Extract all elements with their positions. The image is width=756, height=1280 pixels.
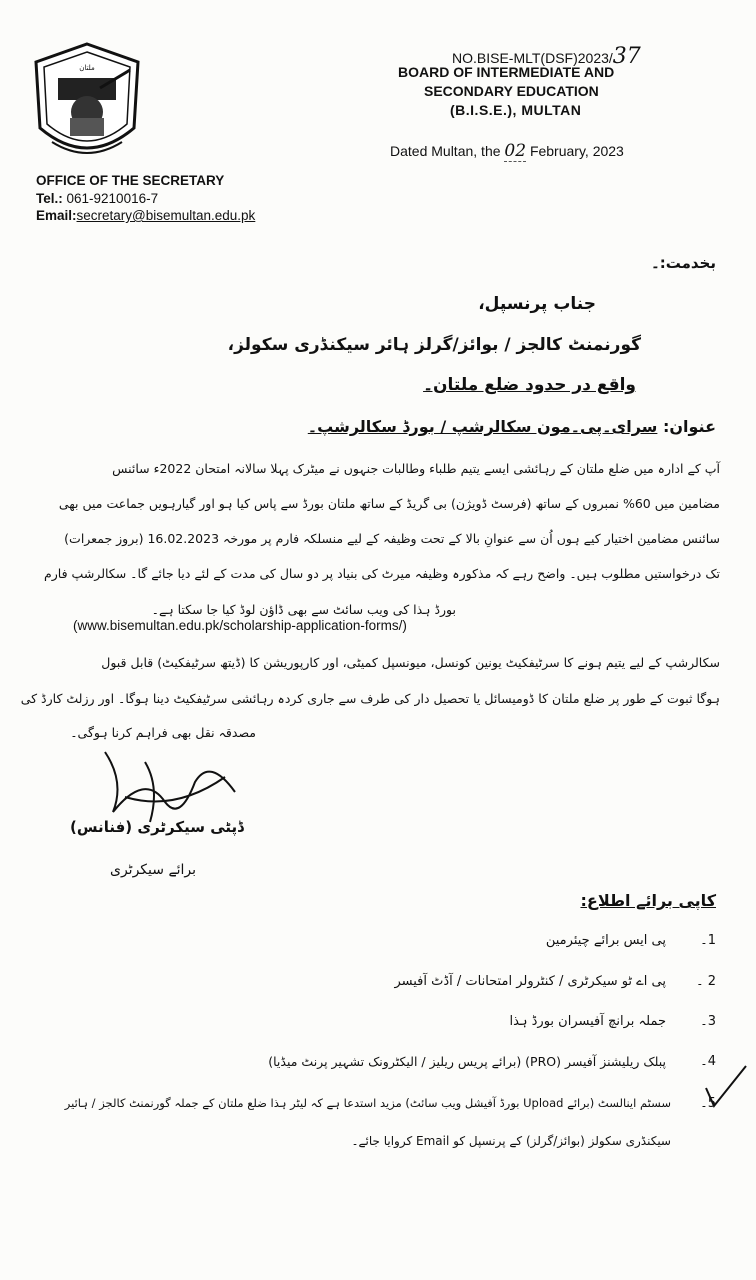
- copy-item-text: پی ایس برائے چیئرمین: [545, 933, 666, 948]
- address-line3: واقع در حدود ضلع ملتان۔: [423, 375, 636, 395]
- office-title: OFFICE OF THE SECRETARY: [36, 173, 225, 188]
- copy-item-number: 2 ۔: [695, 974, 716, 989]
- copy-item-text: سسٹم اینالسٹ (برائے Upload بورڈ آفیشل ویب سائٹ) مزید استدعا ہے کہ لیٹر ہذا ضلع ملتان کے جملہ گورنمنٹ کالجز / ہائیر: [64, 1096, 671, 1110]
- body-line: سائنس مضامین اختیار کیے ہوں اُن سے عنوانِ بالا کے تحت وظیفہ کے لیے منسلکہ فارم پر مورخہ 16.02.2023 (بروز جمعرات): [64, 531, 720, 546]
- scholarship-forms-url[interactable]: (www.bisemultan.edu.pk/scholarship-application-forms/): [73, 618, 407, 633]
- copy-item-text: پی اے ٹو سیکرٹری / کنٹرولر امتحانات / آڈٹ آفیسر: [394, 974, 666, 989]
- svg-text:ملتان: ملتان: [79, 64, 95, 72]
- board-logo-emblem: [30, 40, 145, 170]
- letter-date: Dated Multan, the 02 February, 2023: [390, 141, 624, 161]
- address-line2: گورنمنٹ کالجز / بوائز/گرلز ہائر سیکنڈری سکولز،: [227, 335, 641, 355]
- address-line1: جناب پرنسپل،: [478, 294, 596, 314]
- copy-heading: کاپی برائے اطلاع:: [580, 891, 716, 910]
- reference-number: NO.BISE-MLT(DSF)2023/37: [452, 44, 641, 69]
- copy-item-number: 1۔: [700, 933, 716, 948]
- body-line: مصدقہ نقل بھی فراہم کرنا ہوگی۔: [70, 725, 256, 740]
- body-line: بورڈ ہذا کی ویب سائٹ سے بھی ڈاؤن لوڈ کیا جا سکتا ہے۔: [151, 602, 456, 617]
- copy-item-text: سیکنڈری سکولز (بوائز/گرلز) کے پرنسپل کو Email کروایا جائے۔: [351, 1134, 671, 1148]
- check-mark-icon: [700, 1060, 750, 1115]
- salutation: بخدمت:۔: [650, 254, 716, 272]
- body-line: ہوگا ثبوت کے طور پر ضلع ملتان کا ڈومیسائل یا تحصیل دار کی طرف سے جاری کردہ رہائشی سرٹیفکیٹ دینا ہوگا۔ اور رزلٹ کارڈ کی: [20, 691, 720, 706]
- signatory-designation: ڈپٹی سیکرٹری (فنانس): [70, 818, 244, 836]
- office-telephone: Tel.: 061-9210016-7: [36, 191, 159, 206]
- signatory-for-secretary: برائے سیکرٹری: [110, 862, 197, 878]
- copy-item-number: 3۔: [700, 1014, 716, 1029]
- subject-line: عنوان: سرای۔پی۔مون سکالرشپ / بورڈ سکالرشپ۔: [307, 417, 716, 436]
- copy-item-number: 5۔: [700, 1096, 716, 1111]
- body-line: مضامین میں 60% نمبروں کے ساتھ (فرسٹ ڈویژن) بی گریڈ کے ساتھ ملتان بورڈ سے پاس کیا ہو اور گیارہویں جماعت میں بھی: [58, 496, 720, 511]
- copy-item-text: جملہ برانچ آفیسران بورڈ ہذا: [509, 1014, 666, 1029]
- body-line: تک درخواستیں مطلوب ہیں۔ واضح رہے کہ مذکورہ وظیفہ میرٹ کی بنیاد پر دو سال کی مدت کے لئے دیا جائے گا۔ سکالرشپ فارم: [44, 566, 720, 581]
- board-name-line1: BOARD OF INTERMEDIATE AND: [398, 64, 615, 80]
- office-email: Email:secretary@bisemultan.edu.pk: [36, 208, 256, 223]
- body-line: آپ کے ادارہ میں ضلع ملتان کے رہائشی ایسے یتیم طلباء وطالبات جنہوں نے میٹرک پہلا سالانہ امتحان 2022ء سائنس: [112, 461, 720, 476]
- copy-item-text: پبلک ریلیشنز آفیسر (PRO) (برائے پریس ریلیز / الیکٹرونک تشہیر پرنٹ میڈیا): [268, 1054, 666, 1069]
- board-name-line3: (B.I.S.E.), MULTAN: [450, 102, 582, 118]
- board-name-line2: SECONDARY EDUCATION: [424, 83, 599, 99]
- copy-item-number: 4۔: [700, 1054, 716, 1069]
- body-line: سکالرشپ کے لیے یتیم ہونے کا سرٹیفکیٹ یونین کونسل، میونسپل کمیٹی، اور کارپوریشن کا (ڈیتھ سرٹیفکیٹ) قابل قبول: [101, 655, 720, 670]
